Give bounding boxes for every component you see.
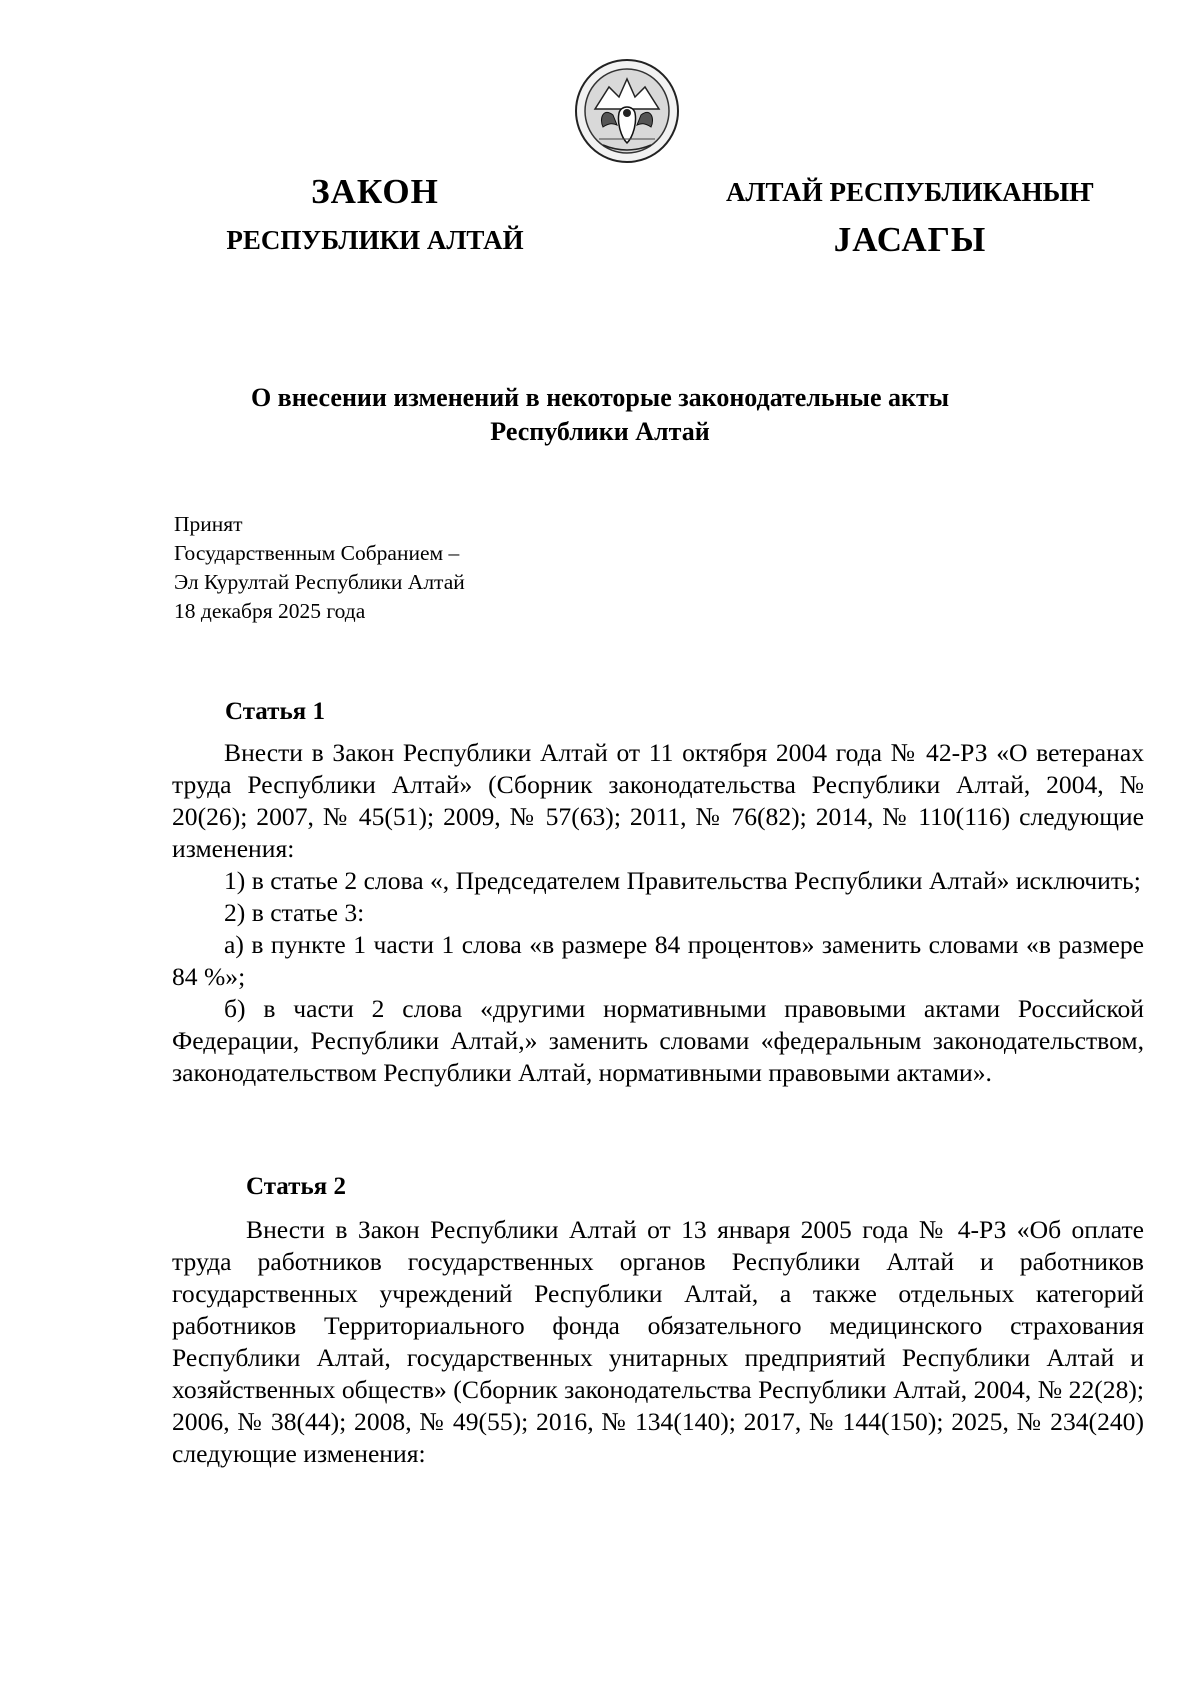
law-label: ЗАКОН bbox=[311, 172, 439, 211]
coat-of-arms-icon bbox=[573, 57, 681, 165]
article-1-body bbox=[172, 737, 1144, 1089]
article-1-item-2a: а) в пункте 1 части 1 слова «в размере 84 процентов» заменить словами «в размере 84 %»; bbox=[172, 930, 1144, 991]
article-1-item-1: 1) в статье 2 слова «, Председателем Правительства Республики Алтай» исключить; bbox=[224, 866, 1141, 895]
republic-label-altai: АЛТАЙ РЕСПУБЛИКАНЫҤ bbox=[725, 177, 1095, 207]
accepted-block bbox=[174, 510, 465, 626]
law-label-altai: ЈАСАГЫ bbox=[833, 220, 987, 259]
article-2-intro: Внести в Закон Республики Алтай от 13 января 2005 года № 4-РЗ «Об оплате труда работников государственных органов Республики Алтай и работников государственных учреждений Республики Алтай, а также отдельных категорий работников Территориального фонда обязательного медицинского страхования Республики Алтай, государственных унитарных предприятий Республики Алтай и хозяйственных обществ» (Сборник законодательства Республики Алтай, 2004, № 22(28); 2006, № 38(44); 2008, № 49(55); 2016, № 134(140); 2017, № 144(150); 2025, № 234(240) следующие изменения: bbox=[172, 1215, 1144, 1468]
title-line-2: Республики Алтай bbox=[490, 417, 710, 446]
article-1-item-2: 2) в статье 3: bbox=[224, 898, 365, 927]
accepted-line-3: Эл Курултай Республики Алтай bbox=[174, 570, 465, 594]
article-1-intro: Внести в Закон Республики Алтай от 11 октября 2004 года № 42-РЗ «О ветеранах труда Республики Алтай» (Сборник законодательства Республики Алтай, 2004, № 20(26); 2007, № 45(51); 2009, № 57(63); 2011, № 76(82); 2014, № 110(116) следующие изменения: bbox=[172, 738, 1144, 863]
article-1-heading: Статья 1 bbox=[225, 698, 325, 725]
header-left bbox=[170, 168, 580, 264]
accepted-line-1: Принят bbox=[174, 512, 243, 536]
article-2-heading: Статья 2 bbox=[246, 1173, 346, 1200]
republic-label: РЕСПУБЛИКИ АЛТАЙ bbox=[226, 225, 524, 255]
accepted-line-2: Государственным Собранием – bbox=[174, 541, 460, 565]
header-right bbox=[700, 168, 1120, 264]
title-line-1: О внесении изменений в некоторые законодательные акты bbox=[250, 383, 950, 412]
document-title bbox=[170, 381, 1030, 449]
article-1-item-2b: б) в части 2 слова «другими нормативными правовыми актами Российской Федерации, Республики Алтай,» заменить словами «федеральным законодательством, законодательством Республики Алтай, нормативными правовыми актами». bbox=[172, 994, 1144, 1087]
article-2-body bbox=[172, 1214, 1144, 1470]
accepted-date: 18 декабря 2025 года bbox=[174, 599, 366, 623]
